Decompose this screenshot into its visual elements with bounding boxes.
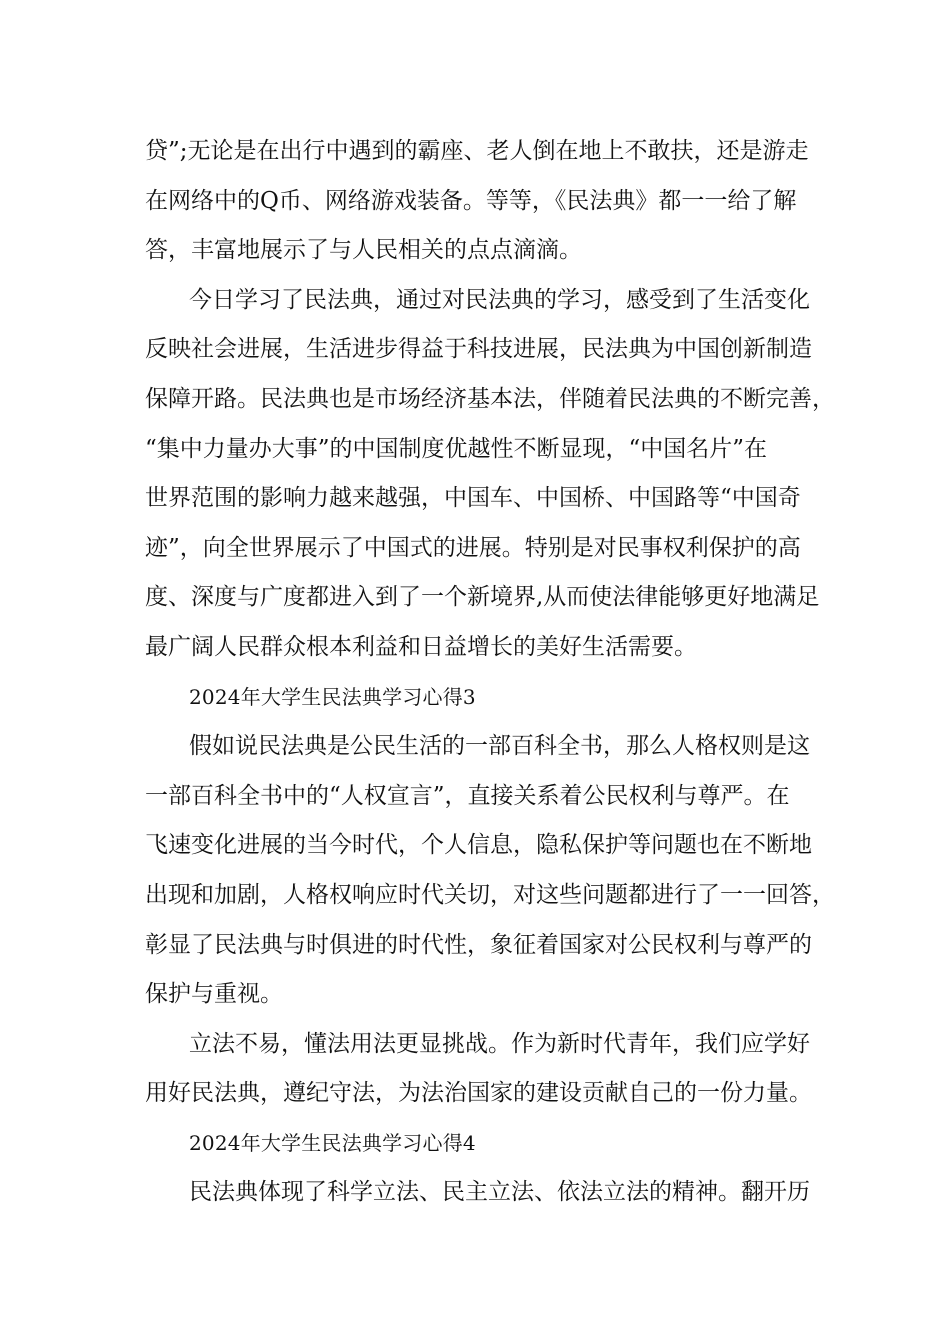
paragraph-line: 一部百科全书中的“人权宣言”，直接关系着公民权利与尊严。在 xyxy=(145,782,790,809)
paragraph-line: 用好民法典，遵纪守法，为法治国家的建设贡献自己的一份力量。 xyxy=(145,1080,812,1107)
paragraph-line: 彰显了民法典与时俱进的时代性，象征着国家对公民权利与尊严的 xyxy=(145,931,812,958)
paragraph-line: 民法典体现了科学立法、民主立法、依法立法的精神。翻开历 xyxy=(189,1179,810,1206)
paragraph-line: 假如说民法典是公民生活的一部百科全书，那么人格权则是这 xyxy=(189,733,810,760)
section-heading: 2024年大学生民法典学习心得3 xyxy=(189,684,476,709)
paragraph-line: 在网络中的Q币、网络游戏装备。等等，《民法典》都一一给了解 xyxy=(145,187,797,214)
paragraph-line: 飞速变化进展的当今时代，个人信息，隐私保护等问题也在不断地 xyxy=(145,832,812,859)
paragraph-line: “集中力量办大事”的中国制度优越性不断显现，“中国名片”在 xyxy=(145,435,768,462)
paragraph-line: 世界范围的影响力越来越强，中国车、中国桥、中国路等“中国奇 xyxy=(145,485,801,512)
section-heading: 2024年大学生民法典学习心得4 xyxy=(189,1130,476,1155)
paragraph-line: 保护与重视。 xyxy=(145,981,283,1008)
paragraph-line: 贷”;无论是在出行中遇到的霸座、老人倒在地上不敢扶，还是游走 xyxy=(145,138,809,164)
paragraph-line: 最广阔人民群众根本利益和日益增长的美好生活需要。 xyxy=(145,633,697,660)
document-body xyxy=(145,127,835,1218)
paragraph-line: 今日学习了民法典，通过对民法典的学习，感受到了生活变化 xyxy=(189,286,810,313)
paragraph-line: 迹”，向全世界展示了中国式的进展。特别是对民事权利保护的高 xyxy=(145,534,801,561)
paragraph-line: 立法不易，懂法用法更显挑战。作为新时代青年，我们应学好 xyxy=(189,1030,810,1057)
paragraph-line: 度、深度与广度都进入到了一个新境界,从而使法律能够更好地满足 xyxy=(145,584,820,611)
paragraph-line: 出现和加剧，人格权响应时代关切，对这些问题都进行了一一回答， xyxy=(145,881,835,908)
paragraph-line: 保障开路。民法典也是市场经济基本法，伴随着民法典的不断完善， xyxy=(145,385,835,412)
paragraph-line: 反映社会进展，生活进步得益于科技进展，民法典为中国创新制造 xyxy=(145,336,812,363)
paragraph-line: 答，丰富地展示了与人民相关的点点滴滴。 xyxy=(145,237,582,264)
